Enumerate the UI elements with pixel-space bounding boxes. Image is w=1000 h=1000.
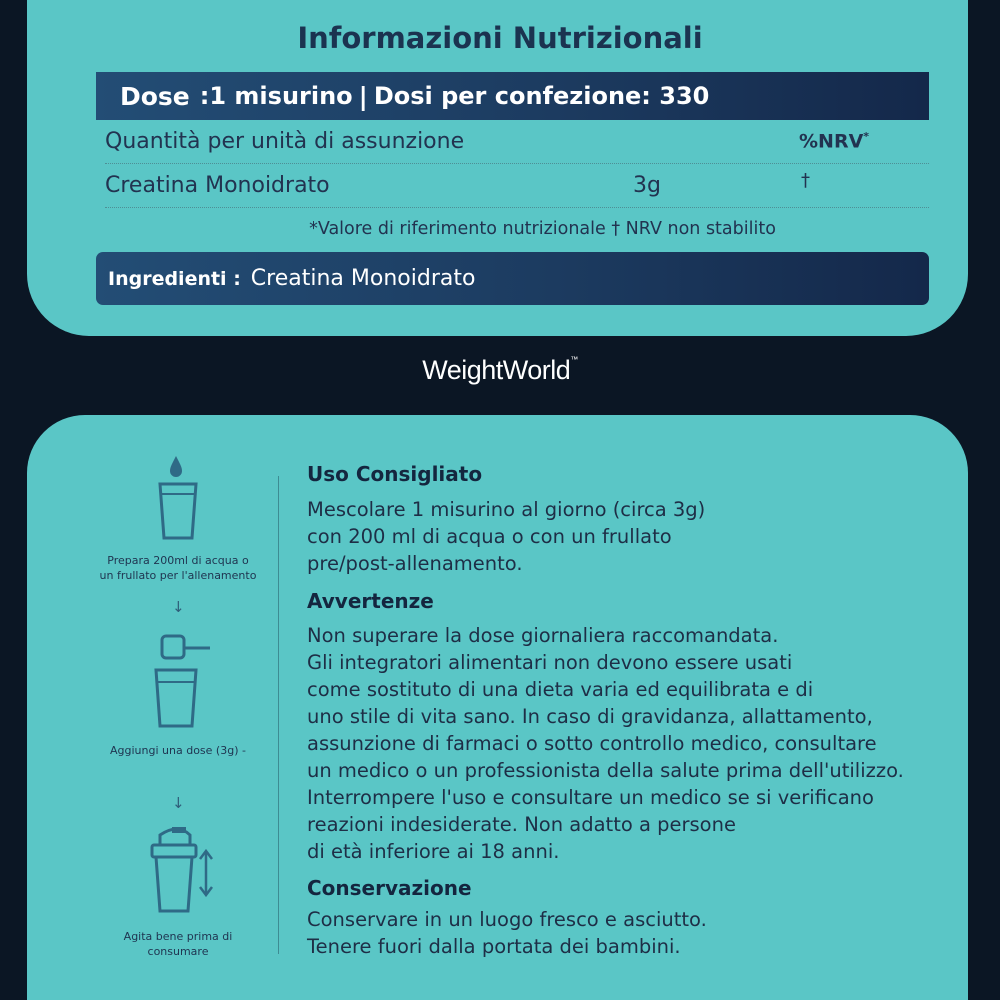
dose-bar xyxy=(96,72,929,120)
nrv-header: %NRV* xyxy=(799,130,870,153)
nutrition-title: Informazioni Nutrizionali xyxy=(297,21,703,55)
step-caption-1: Prepara 200ml di acqua o un frullato per l'allenamento xyxy=(99,554,257,582)
footnote: *Valore di riferimento nutrizionale † NRV non stabilito xyxy=(309,219,776,239)
warnings-text: Non superare la dose giornaliera raccomandata. Gli integratori alimentari non devono essere usati come sostituto di una dieta varia ed equilibrata e di uno stile di vita sano. In caso di gravidanza, allattamento, assunzione di farmaci o sotto controllo medico, consultare un medico o un professionista della salute prima dell'utilizzo. Interrompere l'uso e consultare un medico se si verificano reazioni indesiderate. Non adatto a persone di età inferiore ai 18 anni. xyxy=(307,624,904,863)
dose-separator: | xyxy=(358,81,368,111)
ingredients-label: Ingredienti : xyxy=(108,267,241,290)
row-name: Creatina Monoidrato xyxy=(105,173,330,198)
step-caption-3: Agita bene prima di consumare xyxy=(123,930,233,958)
servings-text: Dosi per confezione: 330 xyxy=(373,82,710,110)
usage-text: Mescolare 1 misurino al giorno (circa 3g) con 200 ml di acqua o con un frullato pre/post-allenamento. xyxy=(307,498,706,575)
arrow-down-icon: ↓ xyxy=(172,598,185,616)
column-divider xyxy=(278,476,279,954)
row-nrv: † xyxy=(801,170,810,191)
glass-water-icon xyxy=(150,452,206,542)
brand-logo: WeightWorld™ xyxy=(422,355,578,385)
table-header-row xyxy=(105,122,929,164)
step-caption-2: Aggiungi una dose (3g) - xyxy=(110,744,246,757)
arrow-down-icon: ↓ xyxy=(172,794,185,812)
table-row xyxy=(105,166,929,208)
header-label: Quantità per unità di assunzione xyxy=(105,129,465,154)
storage-text: Conservare in un luogo fresco e asciutto. Tenere fuori dalla portata dei bambini. xyxy=(307,908,707,958)
scoop-glass-icon xyxy=(150,632,214,730)
shaker-icon xyxy=(146,827,216,917)
usage-heading: Uso Consigliato xyxy=(307,462,483,486)
row-qty: 3g xyxy=(633,173,661,198)
warnings-heading: Avvertenze xyxy=(307,589,434,613)
dose-label: Dose xyxy=(120,81,190,111)
ingredients-value: Creatina Monoidrato xyxy=(250,266,476,291)
ingredients-bar xyxy=(96,252,929,305)
storage-heading: Conservazione xyxy=(307,876,472,900)
dose-value: :1 misurino xyxy=(199,82,353,110)
